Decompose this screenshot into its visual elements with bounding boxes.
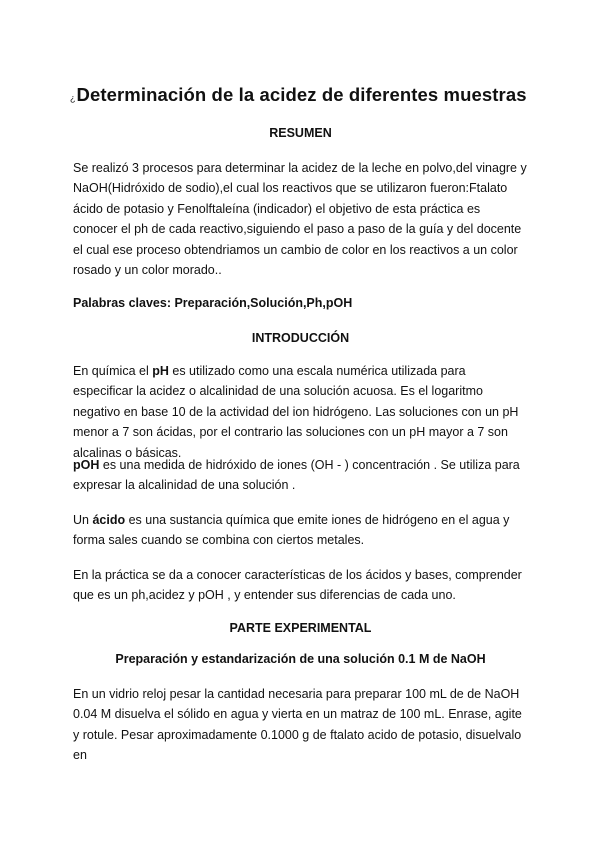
title-mark: ¿ [70,93,76,103]
intro-paragraph-poh [73,455,528,496]
term-poh: pOH [73,458,100,472]
introduccion-heading: INTRODUCCIÓN [251,331,350,345]
intro-paragraph-acido [73,510,528,551]
intro-p3-before: Un [73,513,93,527]
intro-p3-after: es una sustancia química que emite iones de hidrógeno en el agua y forma sales cuando se combina con ciertos metales. [73,513,510,548]
intro-p1-before: En química el [73,364,153,378]
experimental-heading: PARTE EXPERIMENTAL [229,621,372,635]
term-ph: pH [152,364,169,378]
experimental-paragraph: En un vidrio reloj pesar la cantidad necesaria para preparar 100 mL de de NaOH 0.04 M disuelva el sólido en agua y vierta en un matraz de 100 mL. Enrase, agite y rotule. Pesar aproximadamente 0.1000 g de ftalato acido de potasio, disuelvalo en [73,687,522,763]
keywords: Palabras claves: Preparación,Solución,Ph,pOH [73,296,353,310]
intro-paragraph-practica: En la práctica se da a conocer características de los ácidos y bases, comprender que es un ph,acidez y pOH , y entender sus diferencias de cada uno. [73,568,522,603]
resumen-paragraph: Se realizó 3 procesos para determinar la acidez de la leche en polvo,del vinagre y NaOH(Hidróxido de sodio),el cual los reactivos que se utilizaron fueron:Ftalato ácido de potasio y Fenolftaleína (indicador) el objetivo de esta práctica es conocer el ph de cada reactivo,siguiendo el paso a paso de la guía y del docente el cual ese proceso obtendriamos un cambio de color en los reactivos a un color rosado y un color morado.. [73,161,527,278]
intro-paragraph-ph [73,361,528,463]
document-title [70,84,527,106]
term-acido: ácido [92,513,126,527]
intro-p1-after: es utilizado como una escala numérica utilizada para especificar la acidez o alcalinidad de una solución acuosa. Es el logaritmo negativo en base 10 de la actividad del ion hidrógeno. Las soluciones con un pH menor a 7 son ácidas, por el contrario las soluciones con un pH mayor a 7 son alcalinas o básicas. [73,364,519,460]
experimental-subheading: Preparación y estandarización de una solución 0.1 M de NaOH [115,652,486,666]
resumen-heading: RESUMEN [269,126,332,140]
intro-p2-after: es una medida de hidróxido de iones (OH - ) concentración . Se utiliza para expresar la alcalinidad de una solución . [73,458,520,493]
title-text: Determinación de la acidez de diferentes muestras [76,84,527,105]
